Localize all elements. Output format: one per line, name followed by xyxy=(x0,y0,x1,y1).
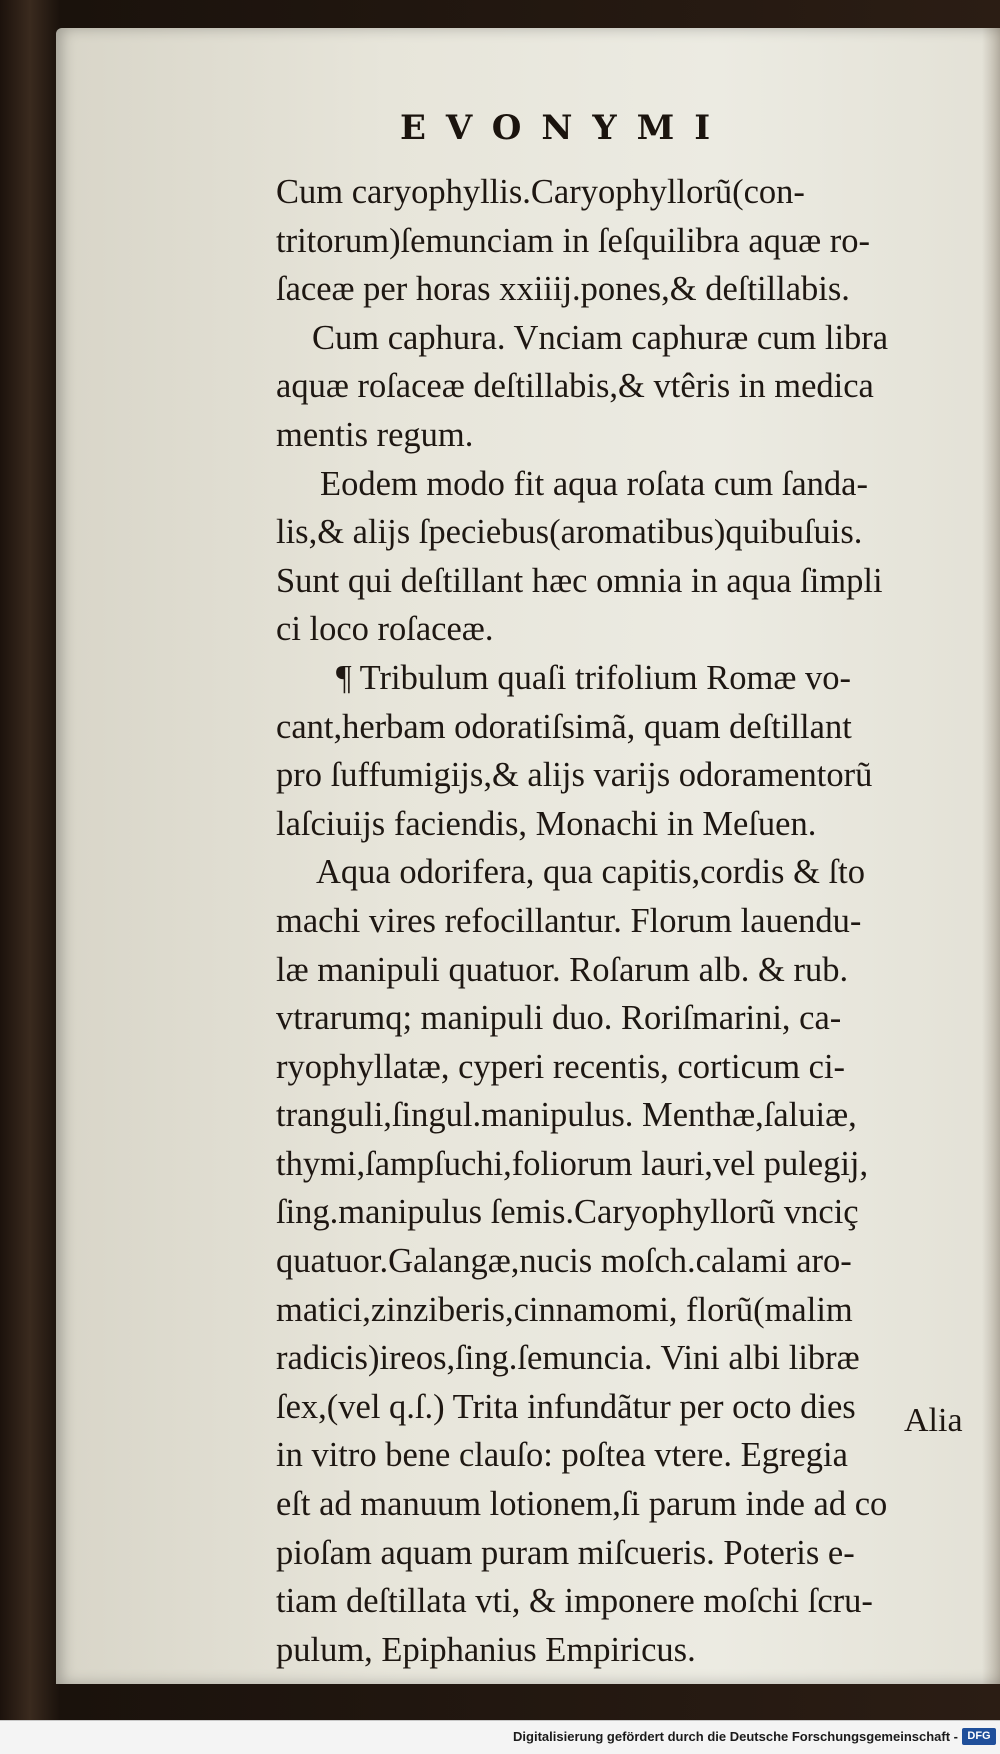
text-line: tiam deſtillata vti, & imponere moſchi ſcru- xyxy=(276,1582,873,1621)
text-line: machi vires refocillantur. Florum lauendu- xyxy=(276,901,862,940)
text-line: quatuor.Galangæ,nucis moſch.calami aro- xyxy=(276,1242,852,1281)
text-line: thymi,ſampſuchi,foliorum lauri,vel pulegij, xyxy=(276,1144,869,1183)
text-line: Aqua odorifera, qua capitis,cordis & ſto xyxy=(316,853,865,892)
text-line: ryophyllatæ, cyperi recentis, corticum ci- xyxy=(276,1047,846,1086)
text-line: laſciuijs faciendis, Monachi in Meſuen. xyxy=(276,804,817,843)
text-line: ſaceæ per horas xxiiij.pones,& deſtillabis. xyxy=(276,270,850,309)
text-line: pro ſuffumigijs,& alijs varijs odoramentorũ xyxy=(276,756,873,795)
text-line: Sunt qui deſtillant hæc omnia in aqua ſimpli xyxy=(276,561,883,600)
text-line: in vitro bene clauſo: poſtea vtere. Egregia xyxy=(276,1436,848,1475)
text-line: tranguli,ſingul.manipulus. Menthæ,ſaluiæ, xyxy=(276,1096,857,1135)
text-line: ſex,(vel q.ſ.) Trita infundãtur per octo dies xyxy=(276,1387,856,1426)
text-line: lis,& alijs ſpeciebus(aromatibus)quibuſuis. xyxy=(276,513,863,552)
text-line: aquæ roſaceæ deſtillabis,& vtêris in medica xyxy=(276,367,874,406)
text-line: Eodem modo fit aqua roſata cum ſanda- xyxy=(320,464,868,503)
footer-credit: Digitalisierung gefördert durch die Deutsche Forschungsgemeinschaft - xyxy=(513,1729,958,1744)
text-line: pulum, Epiphanius Empiricus. xyxy=(276,1630,696,1669)
catchword: Alia xyxy=(904,1402,963,1439)
text-line: ſing.manipulus ſemis.Caryophyllorũ vnciç xyxy=(276,1193,859,1232)
text-line: ¶ Tribulum quaſi trifolium Romæ vo- xyxy=(336,658,851,697)
text-line: vtrarumq; manipuli duo. Roriſmarini, ca- xyxy=(276,999,842,1038)
running-head: EVONYMI xyxy=(400,108,731,148)
dfg-logo: DFG xyxy=(962,1728,996,1745)
text-line: radicis)ireos,ſing.ſemuncia. Vini albi libræ xyxy=(276,1339,860,1378)
text-line: læ manipuli quatuor. Roſarum alb. & rub. xyxy=(276,950,849,989)
text-line: pioſam aquam puram miſcueris. Poteris e- xyxy=(276,1533,855,1572)
text-line: matici,zinziberis,cinnamomi, florũ(malim xyxy=(276,1290,853,1329)
text-line: ci loco roſaceæ. xyxy=(276,610,494,649)
digitization-footer xyxy=(0,1720,1000,1754)
text-line: Cum caphura. Vnciam caphuræ cum libra xyxy=(312,318,889,357)
text-line: mentis regum. xyxy=(276,415,474,454)
text-line: cant,herbam odoratiſsimã, quam deſtillant xyxy=(276,707,852,746)
body-text xyxy=(276,168,976,1674)
text-line: tritorum)ſemunciam in ſeſquilibra aquæ ro- xyxy=(276,221,871,260)
text-line: eſt ad manuum lotionem,ſi parum inde ad co xyxy=(276,1485,888,1524)
text-line: Cum caryophyllis.Caryophyllorũ(con- xyxy=(276,173,805,211)
